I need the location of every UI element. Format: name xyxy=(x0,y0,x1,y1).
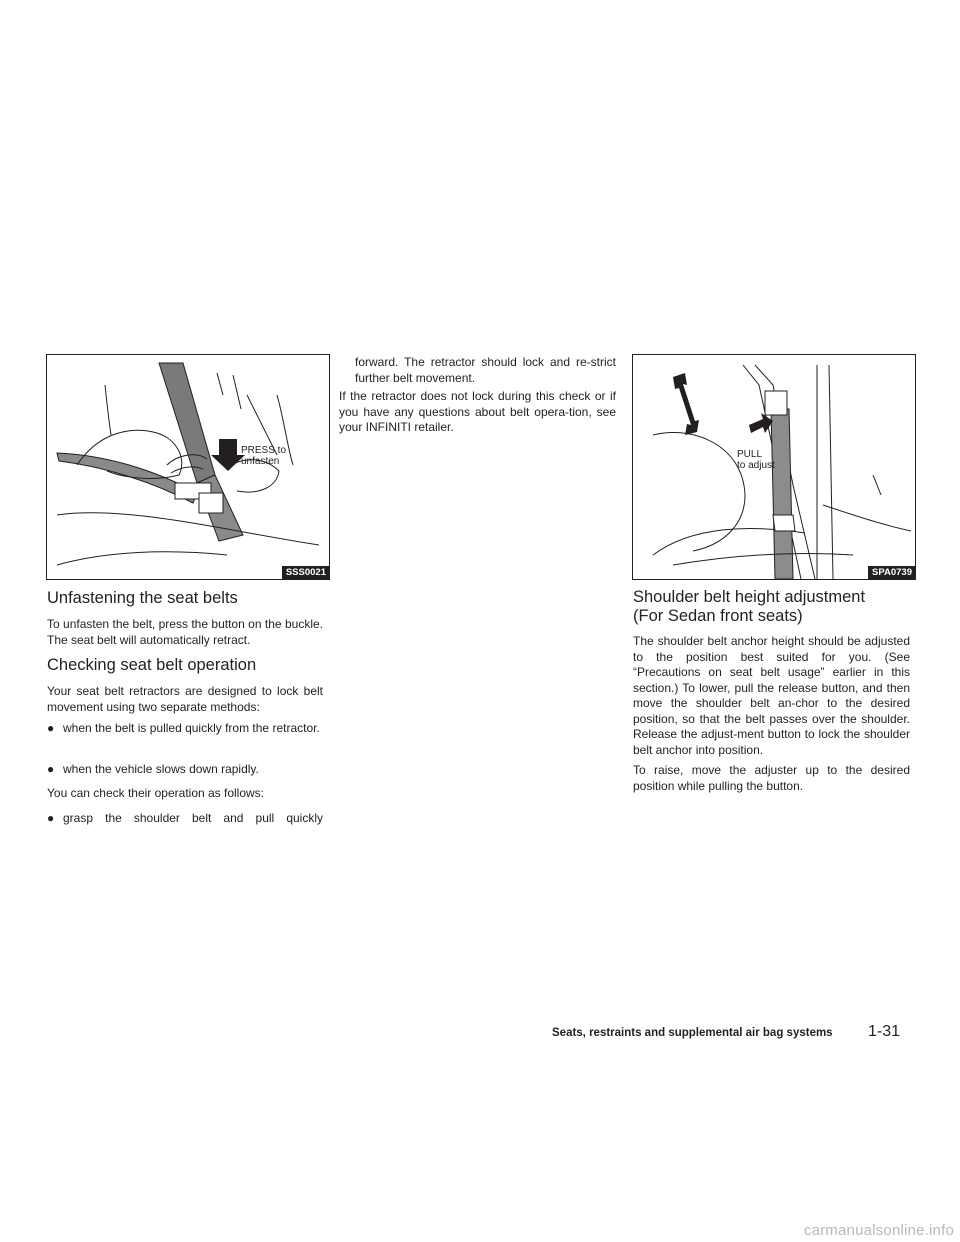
paragraph-unfasten: To unfasten the belt, press the button on the buckle. The seat belt will automatically retract. xyxy=(47,617,323,647)
list-item-text: when the belt is pulled quickly from the retractor. xyxy=(63,721,320,735)
page-number: 1-31 xyxy=(868,1023,901,1040)
figure-unfasten-seat-belt xyxy=(46,354,330,580)
figure-code: SPA0739 xyxy=(868,566,915,579)
footer-section-title: Seats, restraints and supplemental air bag systems xyxy=(552,1027,833,1039)
heading-line: (For Sedan front seats) xyxy=(633,607,803,625)
heading-shoulder-belt xyxy=(633,588,933,626)
paragraph-check-operation: You can check their operation as follows: xyxy=(47,786,265,800)
heading-line: Shoulder belt height adjustment xyxy=(633,588,866,606)
paragraph-bullet-continuation: forward. The retractor should lock and re-strict further belt movement. xyxy=(355,355,616,385)
bullet-icon: ● xyxy=(47,762,55,776)
list-item xyxy=(47,762,323,778)
heading-checking: Checking seat belt operation xyxy=(47,656,257,674)
figure-callout-press: PRESS to unfasten xyxy=(241,445,287,467)
bullet-icon: ● xyxy=(47,721,55,735)
seat-belt-buckle-illustration xyxy=(47,355,329,579)
list-item-text: when the vehicle slows down rapidly. xyxy=(63,762,259,776)
paragraph-raise: To raise, move the adjuster up to the desired position while pulling the button. xyxy=(633,763,910,793)
heading-unfastening: Unfastening the seat belts xyxy=(47,589,238,607)
watermark: carmanualsonline.info xyxy=(803,1222,954,1239)
paragraph-retractors: Your seat belt retractors are designed to lock belt movement using two separate methods: xyxy=(47,684,323,714)
figure-callout-pull: PULL to adjust xyxy=(737,449,775,471)
list-item-text: grasp the shoulder belt and pull quickly xyxy=(63,811,323,825)
list-item xyxy=(47,721,323,737)
figure-code: SSS0021 xyxy=(282,566,329,579)
paragraph-anchor-height: The shoulder belt anchor height should be adjusted to the position best suited for you. (See “Precautions on seat belt usage” earlier in this section.) To lower, pull the release button, and then move the shoulder belt an-chor to the desired position, so that the belt passes over the shoulder. Release the adjust-ment button to lock the shoulder belt anchor into position. xyxy=(633,634,910,757)
list-item xyxy=(47,811,323,827)
figure-shoulder-belt-adjust xyxy=(632,354,916,580)
bullet-icon: ● xyxy=(47,811,55,825)
paragraph-retractor-check: If the retractor does not lock during this check or if you have any questions about belt opera-tion, see your INFINITI retailer. xyxy=(339,389,616,434)
